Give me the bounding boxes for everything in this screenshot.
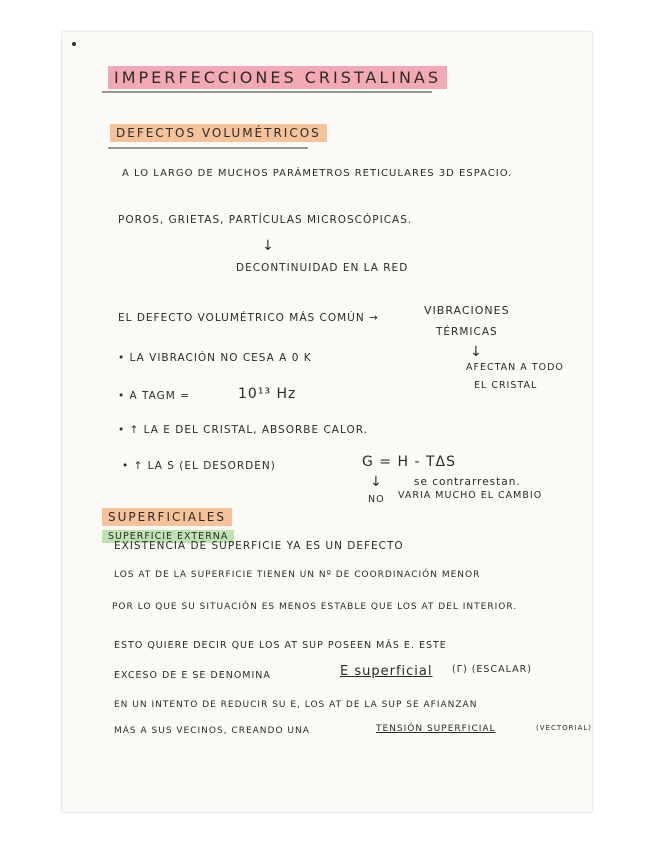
text-no: NO	[368, 494, 385, 505]
text-line: EN UN INTENTO DE REDUCIR SU E, LOS AT DE LA SUP SE AFIANZAN	[114, 700, 478, 710]
bullet-item: • A TAGM =	[118, 390, 190, 402]
text-termicas: TÉRMICAS	[436, 326, 498, 338]
text-tension: TENSIÓN SUPERFICIAL	[376, 724, 496, 734]
text-line: ESTO QUIERE DECIR QUE LOS AT SUP POSEEN MÁS E. ESTE	[114, 640, 447, 651]
bullet-item: • LA VIBRACIÓN NO CESA A 0 K	[118, 352, 312, 364]
text-afectan: AFECTAN A TODO	[466, 362, 564, 373]
text-line: EXISTENCIA DE SUPERFICIE YA ES UN DEFECTO	[114, 540, 404, 552]
subheading-superficie-externa: SUPERFICIE EXTERNA	[102, 530, 234, 543]
text-line: MÁS A SUS VECINOS, CREANDO UNA	[114, 726, 310, 736]
text-vibraciones: VIBRACIONES	[424, 304, 510, 317]
text-esuperficial: E superficial	[340, 664, 433, 679]
section-heading-superficiales: SUPERFICIALES	[102, 508, 232, 526]
bullet-item: • ↑ LA E DEL CRISTAL, ABSORBE CALOR.	[118, 424, 368, 436]
text-line: POR LO QUE SU SITUACIÓN ES MENOS ESTABLE QUE LOS AT DEL INTERIOR.	[112, 602, 518, 612]
text-escalar: (Γ) (ESCALAR)	[452, 664, 532, 675]
ink-dot	[72, 42, 76, 46]
down-arrow-icon: ↓	[370, 474, 382, 490]
text-cristal: EL CRISTAL	[474, 380, 538, 391]
page-title: IMPERFECCIONES CRISTALINAS	[108, 66, 447, 89]
text-contrarrestan: se contrarrestan.	[414, 476, 521, 488]
text-line: EL DEFECTO VOLUMÉTRICO MÁS COMÚN →	[118, 312, 379, 324]
text-vectorial: (VECTORIAL)	[536, 724, 592, 732]
formula-gibbs: G = H - TΔS	[362, 454, 456, 470]
text-line: POROS, GRIETAS, PARTÍCULAS MICROSCÓPICAS.	[118, 214, 413, 226]
text-cambio: VARIA MUCHO EL CAMBIO	[398, 490, 543, 501]
section-heading-volumetricos: DEFECTOS VOLUMÉTRICOS	[110, 124, 327, 142]
text-line: EXCESO DE E SE DENOMINA	[114, 670, 271, 681]
frequency-value: 10¹³ Hz	[238, 386, 297, 402]
title-underline	[102, 90, 432, 94]
section-underline	[108, 146, 308, 150]
down-arrow-icon: ↓	[470, 344, 482, 360]
down-arrow-icon: ↓	[262, 238, 274, 254]
text-line: DECONTINUIDAD EN LA RED	[236, 262, 409, 274]
text-line: LOS AT DE LA SUPERFICIE TIENEN UN Nº DE COORDINACIÓN MENOR	[114, 570, 481, 580]
text-line: A LO LARGO DE MUCHOS PARÁMETROS RETICULARES 3D ESPACIO.	[122, 168, 513, 179]
bullet-item: • ↑ LA S (EL DESORDEN)	[122, 460, 276, 472]
